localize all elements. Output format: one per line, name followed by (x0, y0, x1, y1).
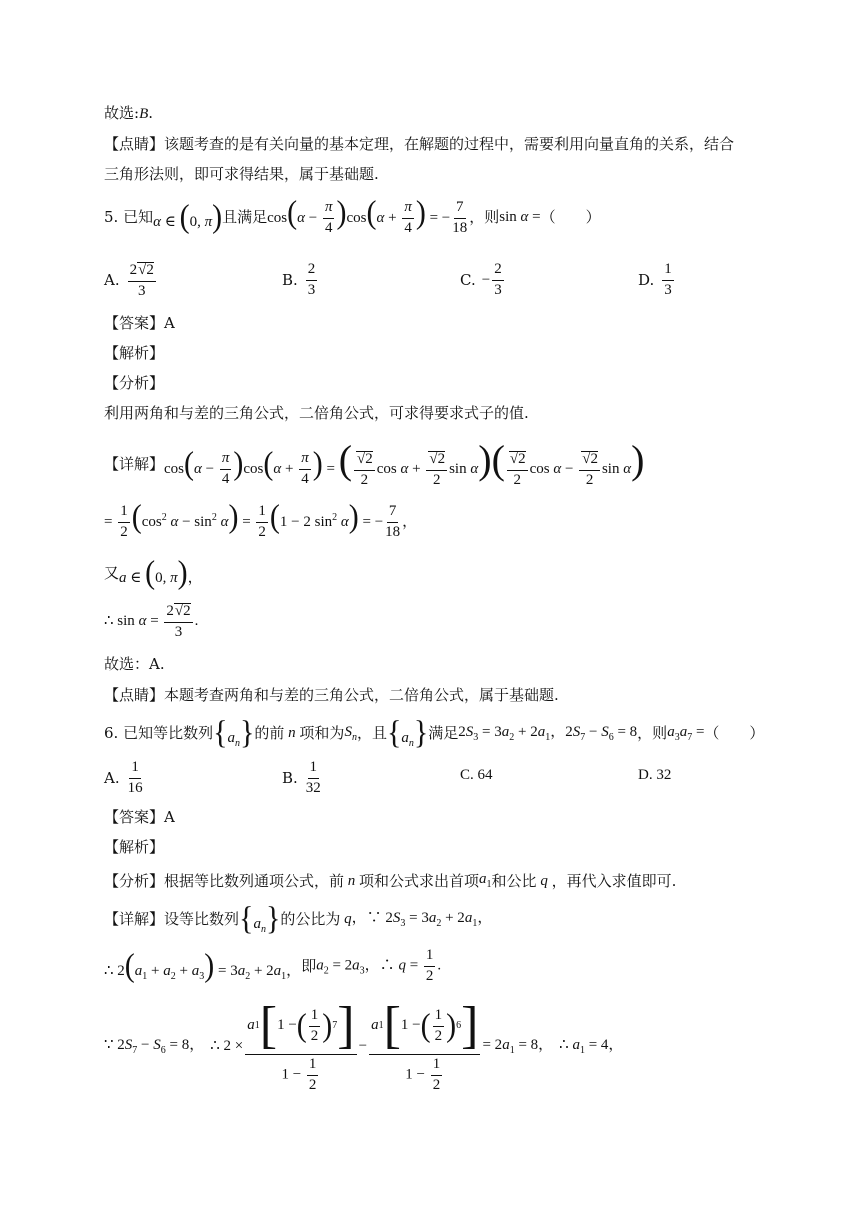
p6-option-a[interactable]: A. 1 16 (104, 759, 143, 796)
p5-options (104, 262, 724, 302)
p6-detail-1: 【详解】 设等比数列 $\{a_n\}$ 的公比为 q ，∵ $2S_3 = 3a_2 + 2a_1$， (104, 900, 493, 937)
point-tag: 【点睛】 (104, 135, 165, 153)
p6-option-c[interactable]: C. 64 (460, 767, 493, 783)
p4-point-line1: 【点睛】该题考查的是有关向量的基本定理，在解题的过程中，需要利用向量直角的关系，结合 (104, 135, 735, 153)
p6-option-b[interactable]: B. 1 32 (282, 759, 321, 796)
p6-fenxi: 【分析】 根据等比数列通项公式，前 n 项和公式求出首项 $a_1$ 和公比 q ，再代入求值即可. (104, 871, 677, 890)
p5-analysis: 【解析】 (104, 344, 165, 362)
p5-stem: 5. 已知 α ∈ (0, π) 且满足 cos(α − $\frac{\pi}{4}$ )cos(α + $\frac{\pi}{4}$ ) = − $\frac{7}{18}$ ，则 sin α = （ ） (104, 194, 601, 237)
p6-options (104, 760, 724, 800)
p5-fenxi: 【分析】 (104, 374, 165, 392)
p6-answer: 【答案】A (104, 808, 175, 826)
p5-answer: 【答案】A (104, 314, 175, 332)
p5-option-d[interactable]: D. 1 3 (638, 261, 672, 298)
p4-point-line2: 三角形法则，即可求得结果，属于基础题. (104, 165, 379, 183)
p5-option-c[interactable]: C. − $\frac{2}{3}$ (460, 261, 502, 298)
p6-option-d[interactable]: D. 32 (638, 767, 672, 783)
p5-option-a[interactable]: A. 2√2 3 (104, 262, 154, 299)
p5-option-b[interactable]: B. 2 3 (282, 261, 316, 298)
p5-detail-eq2: = $\frac{1}{2}$ ($\cos^2$ $\alpha - \sin^2 \alpha$) = $\frac{1}{2}$ (1 − 2 $\sin^2 \alpha$) = − $\frac{7}{18}$ ， (104, 498, 418, 541)
p6-detail-3: ∵ $2S_7 - S_6 = 8$， ∴ 2 × a 1 [ 1 − ( 1 2 ) 7 ] 1 − $\frac{1}{2}$ − a 1 [ 1 − ( 1 2 ) 6 ] 1 − $\frac{1}{2}$ = $2a_1 = 8$， ∴ $a_1 = 4$， (104, 997, 624, 1093)
p5-choose: 故选：A. (104, 655, 165, 673)
p5-detail-you: 又 a ∈ (0, π)， (104, 554, 203, 591)
p5-detail-result: ∴ sin α = $\frac{2√2}{3}$ . (104, 603, 199, 640)
detail-tag: 【详解】 (104, 454, 165, 473)
p6-analysis: 【解析】 (104, 838, 165, 856)
p5-fenxi-text: 利用两角和与差的三角公式，二倍角公式，可求得要求式子的值. (104, 404, 529, 422)
p6-detail-2: ∴ $2(a_1 + a_2 + a_3) = 3a_2 + 2a_1$， 即 $a_2 = 2a_3$，∴ q = $\frac{1}{2}$ . (104, 947, 442, 984)
p5-detail-eq1: 【详解】 cos(α − $\frac{\pi}{4}$ )cos(α + $\frac{\pi}{4}$ ) = ( $\frac{√2}{2}$ cos α + $\frac{√2}{2}$ sin α)( $\frac{√2}{2}$ cos α − $\frac{√2}{2}$ sin α) (104, 437, 645, 488)
p5-point: 【点睛】本题考查两角和与差的三角公式，二倍角公式，属于基础题. (104, 686, 559, 704)
p4-choose-line: 故选:B. (104, 104, 154, 122)
p6-stem: 6. 已知等比数列 $\{a_n\}$ 的前 n 项和为 $S_n$ ，且 $\{a_n\}$ 满足 $2S_3 = 3a_2 + 2a_1$，$2S_7 - S_6 = 8$ ，则 $a_3a_7$ = （ ） (104, 714, 765, 751)
